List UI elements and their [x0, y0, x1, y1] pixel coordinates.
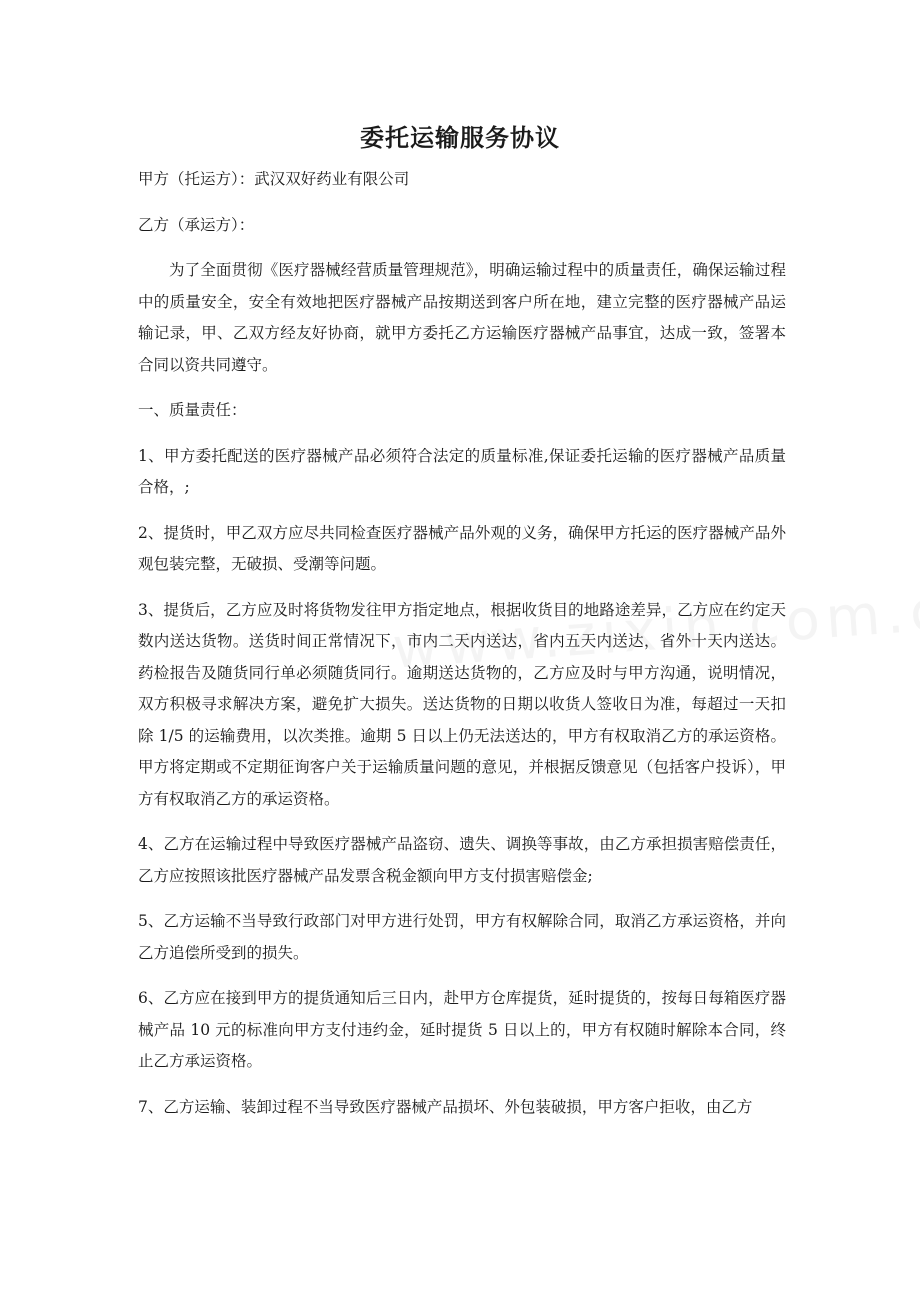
preamble-paragraph: 为了全面贯彻《医疗器械经营质量管理规范》，明确运输过程中的质量责任，确保运输过程中的质量安全，安全有效地把医疗器械产品按期送到客户所在地，建立完整的医疗器械产品运输记录，甲、乙双方经友好协商，就甲方委托乙方运输医疗器械产品事宜，达成一致，签署本合同以资共同遵守。	[138, 261, 786, 374]
clause-paragraph: 5、乙方运输不当导致行政部门对甲方进行处罚，甲方有权解除合同，取消乙方承运资格，并向乙方追偿所受到的损失。	[138, 912, 786, 962]
clause-paragraph: 3、提货后，乙方应及时将货物发往甲方指定地点，根据收货目的地路途差异，乙方应在约定天数内送达货物。送货时间正常情况下，市内二天内送达，省内五天内送达，省外十天内送达。药检报告及随货同行单必须随货同行。逾期送达货物的，乙方应及时与甲方沟通，说明情况，双方积极寻求解决方案，避免扩大损失。送达货物的日期以收货人签收日为准，每超过一天扣除 1/5 的运输费用，以次类推。逾期 5 日以上仍无法送达的，甲方有权取消乙方的承运资格。甲方将定期或不定期征询客户关于运输质量问题的意见，并根据反馈意见（包括客户投诉），甲方有权取消乙方的承运资格。	[138, 600, 786, 808]
document-title: 委托运输服务协议	[360, 124, 560, 152]
party-a-line: 甲方（托运方）：武汉双好药业有限公司	[138, 170, 410, 188]
clause-paragraph: 4、乙方在运输过程中导致医疗器械产品盗窃、遗失、调换等事故，由乙方承担损害赔偿责任，乙方应按照该批医疗器械产品发票含税金额向甲方支付损害赔偿金;	[138, 835, 786, 885]
section-heading: 一、质量责任：	[138, 401, 247, 419]
clause-paragraph: 7、乙方运输、装卸过程不当导致医疗器械产品损坏、外包装破损，甲方客户拒收，由乙方	[138, 1097, 753, 1116]
clause-paragraph: 6、乙方应在接到甲方的提货通知后三日内，赴甲方仓库提货，延时提货的，按每日每箱医疗器械产品 10 元的标准向甲方支付违约金，延时提货 5 日以上的，甲方有权随时解除本合同，终止乙方承运资格。	[138, 989, 786, 1070]
clause-paragraph: 1、甲方委托配送的医疗器械产品必须符合法定的质量标准,保证委托运输的医疗器械产品质量合格，;	[138, 446, 786, 496]
party-b-line: 乙方（承运方）：	[138, 215, 255, 234]
clause-paragraph: 2、提货时，甲乙双方应尽共同检查医疗器械产品外观的义务，确保甲方托运的医疗器械产品外观包装完整，无破损、受潮等问题。	[138, 523, 786, 573]
document-body	[138, 164, 786, 1137]
